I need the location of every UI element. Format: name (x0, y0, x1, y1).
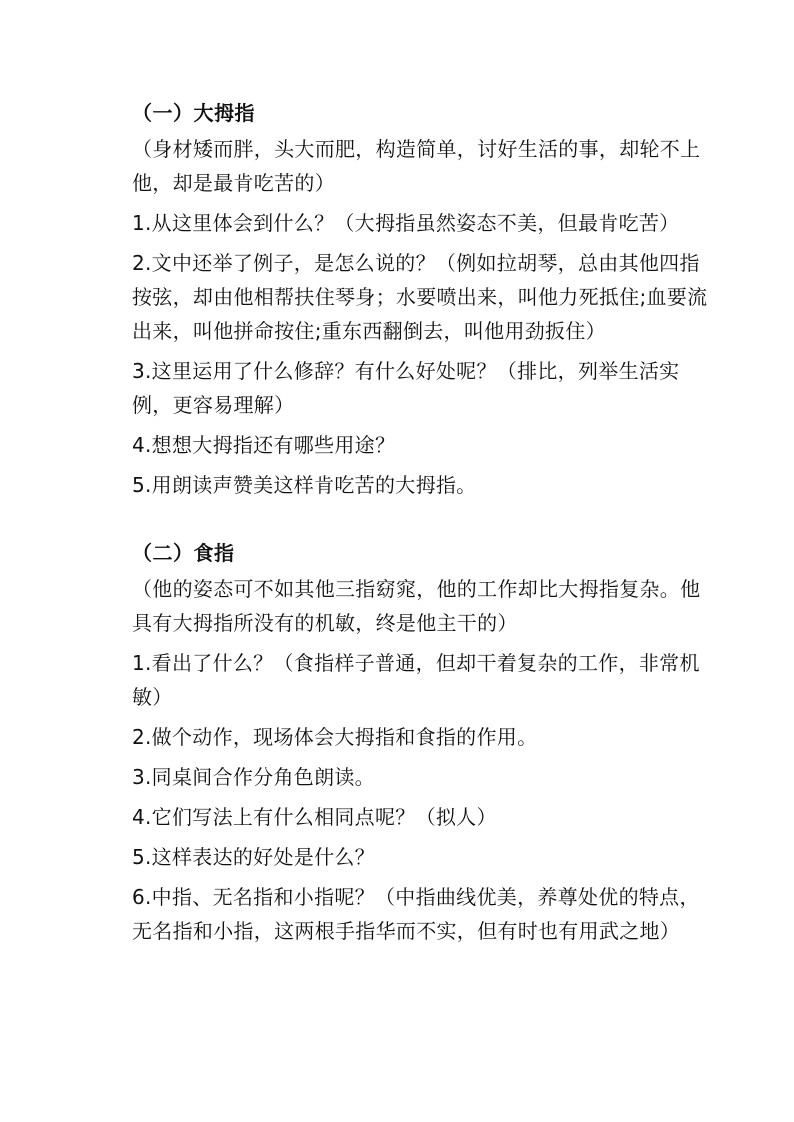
paragraph: 6.中指、无名指和小指呢？（中指曲线优美，养尊处优的特点，无名指和小指，这两根手指华而不实，但有时也有用武之地） (132, 885, 700, 943)
paragraph: 2.做个动作，现场体会大拇指和食指的作用。 (132, 725, 538, 749)
paragraph: 1.从这里体会到什么？（大拇指虽然姿态不美，但最肯吃苦） (132, 211, 680, 235)
paragraph: 3.同桌间合作分角色朗读。 (132, 765, 375, 789)
document-content (132, 98, 712, 954)
paragraph: （他的姿态可不如其他三指窈窕，他的工作却比大拇指复杂。他具有大拇指所没有的机敏，终是他主干的） (132, 577, 701, 635)
section-heading: （一）大拇指 (132, 101, 255, 125)
paragraph: 4.想想大拇指还有哪些用途？ (132, 433, 396, 457)
paragraph: （身材矮而胖，头大而肥，构造简单，讨好生活的事，却轮不上他，却是最肯吃苦的） (132, 137, 701, 195)
paragraph: 1.看出了什么？（食指样子普通，但却干着复杂的工作，非常机敏） (132, 651, 700, 709)
paragraph: 4.它们写法上有什么相同点呢？（拟人） (132, 805, 497, 829)
paragraph: 2.文中还举了例子，是怎么说的？（例如拉胡琴，总由其他四指按弦，却由他相帮扶住琴身；水要喷出来，叫他力死抵住;血要流出来，叫他拼命按住;重东西翻倒去，叫他用劲扳住） (132, 251, 708, 343)
section-heading: （二）食指 (132, 541, 235, 565)
paragraph: 5.用朗读声赞美这样肯吃苦的大拇指。 (132, 473, 477, 497)
paragraph: 3.这里运用了什么修辞？有什么好处呢？（排比，列举生活实例，更容易理解） (132, 359, 680, 417)
section-thumb (132, 98, 712, 502)
paragraph: 5.这样表达的好处是什么？ (132, 845, 375, 869)
section-index-finger (132, 538, 712, 948)
